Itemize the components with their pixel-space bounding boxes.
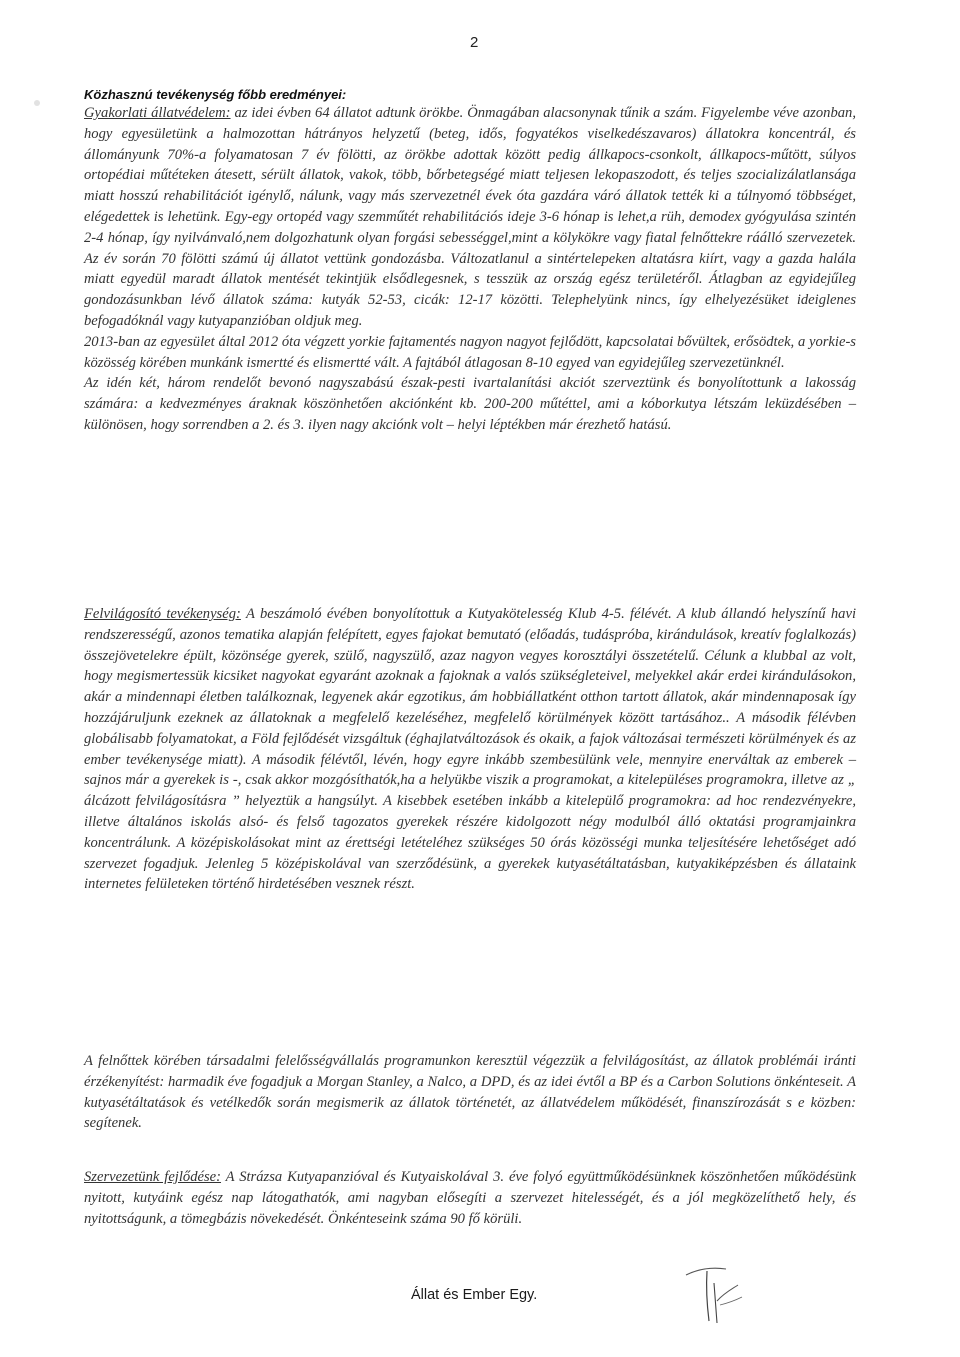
organization-name: Állat és Ember Egy. (411, 1287, 538, 1303)
paragraph-body: A beszámoló évében bonyolítottuk a Kutyakötelesség Klub 4-5. félévét. A klub állandó helyszínű havi rendszerességű, azonos tematika alapján felépített, egyes fajokat bemutató (előadás, tudáspróba, kirándulások, kreatív foglalkozás) összejövetelekre épült, közönsége gyerek, szülő, nagyszülő, azaz nagyon vegyes korosztályi összetételű. Célunk a klubbal az volt, hogy megismertessük kicsiket nagyokat egyaránt azoknak a fajoknak a valós szükségleteivel, melyekkel akár erdei kirándulásokon, akár a mindennapi életben találkoznak, legyenek akár egzotikus, ám hobbiállatként otthon tartott állatok, akár mindennaposak így hozzájáruljunk ezeknek az állatoknak a megfelelő kezeléséhez, megfelelő körülmények között tartásához.. A második félévben globálisabb folyamatokat, a Föld fejlődését vizsgáltuk (éghajlatváltozások és okaik, a fajok változásai természeti körülmények és az ember tevékenysége miatt). A második félévtől, lévén, hogy egyre inkább szembesülünk vele, mennyire enerváltak az emberek – sajnos már a gyerekek is -, csak akkor mozgósíthatók,ha a helyükbe viszik a programokat, a kitelepüléses programokra, illetve az „ álcázott felvilágosításra ” helyeztük a hangsúlyt. A kisebbek esetében inkább a kitelepülő programokra: ad hoc rendezvényekre, illetve általános iskolás alsó- és felső tagozatos gyerekek részére kidolgozott négy modulból álló oktatási programjainkra koncentrálunk. A középiskolásokat mint az érettségi letételéhez szükséges 50 órás közösségi munka teljesítésére lehetőséget adó szervezet fogadjuk. Jelenleg 5 középiskolával van szerződésünk, a gyerekek kutyasétáltatásban, kutyakiképzésben és állataink internetes felületeken történő hirdetésében vesznek részt. (84, 606, 857, 893)
paragraph-label: Gyakorlati állatvédelem: (84, 105, 231, 121)
paragraph-awareness-activity (84, 604, 856, 895)
paragraph-label: Felvilágosító tevékenység: (84, 606, 241, 622)
paragraph-organization-development (84, 1167, 856, 1229)
paragraph-body: A felnőttek körében társadalmi felelősségvállalás programunkon keresztül végezzük a felvilágosítást, az állatok problémái iránti érzékenyítést: harmadik éve fogadjuk a Morgan Stanley, a Nalco, a DPD, és az idei évtől a BP és a Carbon Solutions önkénteseit. A kutyasétáltatások és vetélkedők során megismerik az állatok történetét, az állatvédelem működését, finanszírozását s e közben: segítenek. (84, 1053, 856, 1132)
paragraph-label: Szervezetünk fejlődése: (84, 1169, 222, 1185)
paragraph-body: az idei évben 64 állatot adtunk örökbe. Önmagában alacsonynak tűnik a szám. Figyelembe véve azonban, hogy egyesületünk a halmozottan hátrányos helyzetű (beteg, idős, fogyatékos viselkedészavaros) állatokra koncentrál, és állományunk 70%-a folyamatosan 7 év fölötti, az örökbe adottak között pedig állkapocs-csonkolt, állkapocs-műtött, súlyos ortopédiai műtéteken átesett, sérült állatok, vakok, több, bőrbetegségé miatt teljesen lekopaszodott, és teljes szocializálatlansága miatt hosszú rehabilitációt igénylő, nálunk, vagy más szervezetnél évek óta gazdára váró állatok tették ki a túlnyomó többséget, elégedettek is lehetünk. Egy-egy ortopéd vagy szemműtét rehabilitációs ideje 3-6 hónap is lehet,a rüh, demodex gyógyulása szintén 2-4 hónap, így nyilvánvaló,nem dolgozhatunk olyan forgási sebességgel,mint a kölykökre vagy fiatal felnőttekre ráálló szervezetek. Az év során 70 fölötti számú új állatot vettünk gondozásba. Változatlanul a sintértelepeken altatásra kiírt, vagy a gazda halála miatt egyedül maradt állatok mentését tekintjük elsődlegesnek, s tesszük az ország egész területéről. Átlagban az egyidejűleg gondozásunkban lévő állatok száma: kutyák 52-53, cicák: 12-17 közötti. Telephelyünk nincs, így elhelyezésüket ideiglenes befogadóknál vagy kutyapanzióban oldjuk meg. 2013-ban az egyesület által 2012 óta végzett yorkie fajtamentés nagyon nagyot fejlődött, kapcsolatai bővültek, erősödtek, a yorkie-s közösség körében munkánk ismertté és elismertté vált. A fajtából átlagosan 8-10 egyed van egyidejűleg szervezetünknél. Az idén két, három rendelőt bevonó nagyszabású észak-pesti ivartalanítási akciót szerveztünk és bonyolítottunk a lakosság számára: a kedvezményes áraknak köszönhetően akciónként kb. 200-200 műtéttel, ami a kóborkutya létszám leküzdésében – különösen, hogy sorrendben a 2. és 3. ilyen nagy akciónk volt – helyi léptékben már érezhető hatású. (84, 105, 856, 433)
handwritten-signature (676, 1253, 756, 1333)
section-heading: Közhasznú tevékenység főbb eredményei: (84, 87, 347, 102)
paragraph-corporate-responsibility (84, 1051, 856, 1134)
page-number: 2 (470, 34, 479, 51)
paragraph-body: A Strázsa Kutyapanzióval és Kutyaiskolával 3. éve folyó együttműködésünknek köszönhetően működésünk nyitott, kutyáink egész nap látogathatók, ami nagyban elősegíti a szervezet hitelességét, és a jól megközelíthető hely, és nyitottságunk, a tömegbázis növekedését. Önkénteseink száma 90 fő körüli. (84, 1169, 857, 1227)
scan-speck (34, 100, 40, 106)
paragraph-animal-protection (84, 103, 856, 436)
